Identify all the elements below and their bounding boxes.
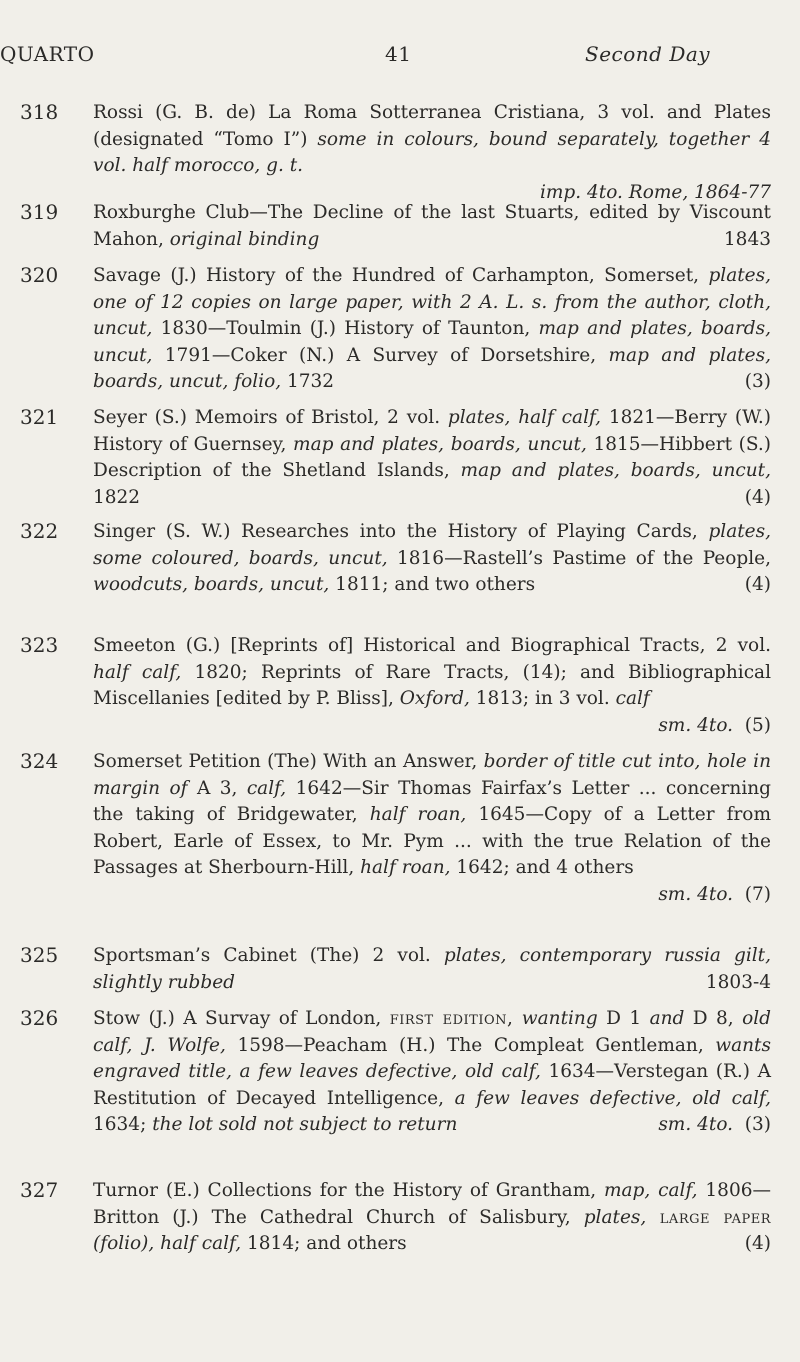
lot-text-italic: original binding bbox=[169, 228, 320, 250]
lot-text-italic: plates, some coloured, boards, uncut, bbox=[93, 521, 771, 569]
lot-number: 319 bbox=[20, 200, 59, 224]
lot-text: Roxburghe Club—The Decline of the last Stuarts, edited by Viscount Mahon, bbox=[93, 202, 771, 250]
lot-text: 1830—Toulmin (J.) History of Taunton, bbox=[152, 318, 539, 339]
lot-text-italic: plates, contemporary russia gilt, slightly rubbed bbox=[93, 945, 771, 993]
lot-text-italic: half roan, bbox=[360, 857, 451, 878]
lot-text: 1814; and others bbox=[241, 1233, 407, 1254]
lot-text: 1806—Britton (J.) The Cathedral Church of Salisbury, bbox=[93, 1180, 771, 1228]
page-number: 41 bbox=[385, 42, 412, 66]
lot-number: 320 bbox=[20, 263, 59, 287]
lot-number: 325 bbox=[20, 943, 59, 967]
lot-text-italic: plates, bbox=[583, 1206, 647, 1228]
lot-text-italic: map and plates, boards, uncut, folio, bbox=[93, 344, 771, 392]
lot-text: 1642—Sir Thomas Fairfax’s Letter ... concerning the taking of Bridgewater, bbox=[93, 777, 771, 825]
lot-text-italic: map and plates, boards, uncut, bbox=[460, 460, 772, 481]
lot-number: 326 bbox=[20, 1006, 59, 1030]
lot-text-italic: wants engraved title, a few leaves defective, old calf, bbox=[93, 1034, 771, 1082]
lot-text: Rossi (G. B. de) La Roma Sotterranea Cristiana, 3 vol. and Plates (designated “Tomo I”) bbox=[93, 102, 771, 150]
lot-date: Rome, 1864-77 bbox=[622, 181, 771, 203]
lot-text: 1813; in 3 vol. bbox=[469, 688, 616, 709]
lot-number: 324 bbox=[20, 749, 59, 773]
lot-description bbox=[93, 1006, 771, 1139]
lot-text-italic: border of title cut into, hole in margin of bbox=[93, 751, 771, 799]
lot-text-italic: (folio), half calf, bbox=[93, 1233, 242, 1254]
lot-count: (4) bbox=[744, 486, 771, 508]
lot-number: 318 bbox=[20, 100, 59, 124]
lot-text: 1815—Hibbert (S.) Description of the Shetland Islands, bbox=[93, 433, 771, 481]
lot-format: sm. 4to. bbox=[658, 714, 734, 736]
lot-text-italic: half calf, bbox=[93, 661, 182, 683]
lot-text: 1634; bbox=[93, 1114, 153, 1135]
lot-text: 1820; Reprints of Rare Tracts, (14); and Bibliographical Miscellanies [edited by P. Bliss], bbox=[93, 661, 771, 709]
lot-number: 321 bbox=[20, 405, 59, 429]
lot-text-smallcaps: first edition, bbox=[389, 1008, 514, 1029]
lot-description bbox=[93, 943, 771, 996]
lot-number: 322 bbox=[20, 519, 59, 543]
lot-count-group bbox=[658, 1112, 771, 1139]
lot-description bbox=[93, 263, 771, 396]
lot-text: Seyer (S.) Memoirs of Bristol, 2 vol. bbox=[93, 407, 448, 428]
lot-format: imp. 4to. bbox=[539, 181, 623, 203]
lot-text: Turnor (E.) Collections for the History of Grantham, bbox=[93, 1180, 604, 1201]
lot-date: 1803-4 bbox=[705, 971, 771, 993]
lot-text: 1642; and 4 others bbox=[450, 857, 634, 878]
lot-text: 1645—Copy of a Letter from Robert, Earle of Essex, to Mr. Pym ... with the true Relation of the Passages at Sherbourn-Hill, bbox=[93, 804, 771, 878]
lot-text: 1821—Berry (W.) History of Guernsey, bbox=[93, 407, 771, 455]
lot-description bbox=[93, 1178, 771, 1258]
lot-format: sm. 4to. bbox=[658, 883, 734, 905]
lot-text-italic: plates, one of 12 copies on large paper, with 2 A. L. s. from the author, cloth, uncut, bbox=[93, 265, 771, 339]
header-format: QUARTO bbox=[0, 42, 95, 66]
lot-text: D 8, bbox=[684, 1008, 743, 1029]
lot-text-italic: and bbox=[649, 1008, 685, 1029]
lot-text: 1598—Peacham (H.) The Compleat Gentleman, bbox=[225, 1034, 716, 1056]
lot-count: (3) bbox=[744, 1114, 771, 1135]
lot-description bbox=[93, 749, 771, 908]
lot-text: A 3, bbox=[187, 777, 247, 799]
lot-format: sm. 4to. bbox=[658, 1114, 734, 1135]
lot-text-italic: calf, bbox=[246, 777, 287, 799]
header-day: Second Day bbox=[585, 42, 711, 66]
lot-text-italic: map, calf, bbox=[603, 1180, 698, 1201]
lot-text-italic: half roan, bbox=[369, 804, 467, 825]
lot-count-group bbox=[93, 882, 771, 909]
lot-text: Smeeton (G.) [Reprints of] Historical and Biographical Tracts, 2 vol. bbox=[93, 635, 771, 656]
lot-description bbox=[93, 405, 771, 511]
lot-text: 1732 bbox=[281, 371, 335, 392]
lot-text-italic: the lot sold not subject to return bbox=[152, 1114, 458, 1135]
lot-date: 1843 bbox=[723, 228, 771, 250]
lot-number: 327 bbox=[20, 1178, 59, 1202]
lot-text: 1822 bbox=[93, 486, 141, 508]
lot-count: (7) bbox=[744, 883, 771, 905]
lot-number: 323 bbox=[20, 633, 59, 657]
lot-count: (4) bbox=[744, 574, 771, 595]
lot-count: (4) bbox=[744, 1233, 771, 1254]
lot-description bbox=[93, 100, 771, 206]
lot-text-italic: calf bbox=[615, 688, 650, 709]
lot-count: (3) bbox=[744, 371, 771, 392]
lot-text: 1816—Rastell’s Pastime of the People, bbox=[387, 547, 771, 569]
lot-text-italic: map and plates, boards, uncut, bbox=[293, 433, 587, 455]
lot-text: Savage (J.) History of the Hundred of Carhampton, Somerset, bbox=[93, 265, 709, 286]
lot-text-smallcaps: large paper bbox=[646, 1206, 771, 1228]
lot-text-italic: Oxford, bbox=[399, 688, 470, 709]
page-header bbox=[0, 42, 800, 72]
lot-text-italic: woodcuts, boards, uncut, bbox=[93, 574, 330, 595]
lot-count-group bbox=[658, 713, 771, 740]
lot-text: 1791—Coker (N.) A Survey of Dorsetshire, bbox=[152, 344, 609, 366]
lot-description bbox=[93, 633, 771, 739]
lot-text-italic: some in colours, bound separately, together 4 vol. half morocco, g. t. bbox=[93, 128, 771, 176]
lot-text: 1811; and two others bbox=[329, 574, 536, 595]
lot-text-italic: a few leaves defective, old calf, bbox=[454, 1087, 772, 1109]
lot-text: Stow (J.) A Survay of London, bbox=[93, 1008, 390, 1029]
lot-text: D 1 bbox=[597, 1008, 650, 1029]
lot-text-italic: map and plates, boards, uncut, bbox=[93, 318, 772, 366]
lot-text-italic: old calf, J. Wolfe, bbox=[93, 1008, 771, 1056]
lot-description bbox=[93, 200, 771, 253]
lot-text: 1634—Verstegan (R.) A Restitution of Decayed Intelligence, bbox=[93, 1061, 771, 1109]
lot-text-italic: wanting bbox=[513, 1008, 598, 1029]
lot-text-italic: plates, half calf, bbox=[447, 407, 602, 428]
lot-text: Singer (S. W.) Researches into the History of Playing Cards, bbox=[93, 521, 709, 542]
lot-count: (5) bbox=[744, 714, 771, 736]
lot-text: Sportsman’s Cabinet (The) 2 vol. bbox=[93, 945, 444, 966]
lot-text: Somerset Petition (The) With an Answer, bbox=[93, 751, 484, 772]
lot-description bbox=[93, 519, 771, 599]
